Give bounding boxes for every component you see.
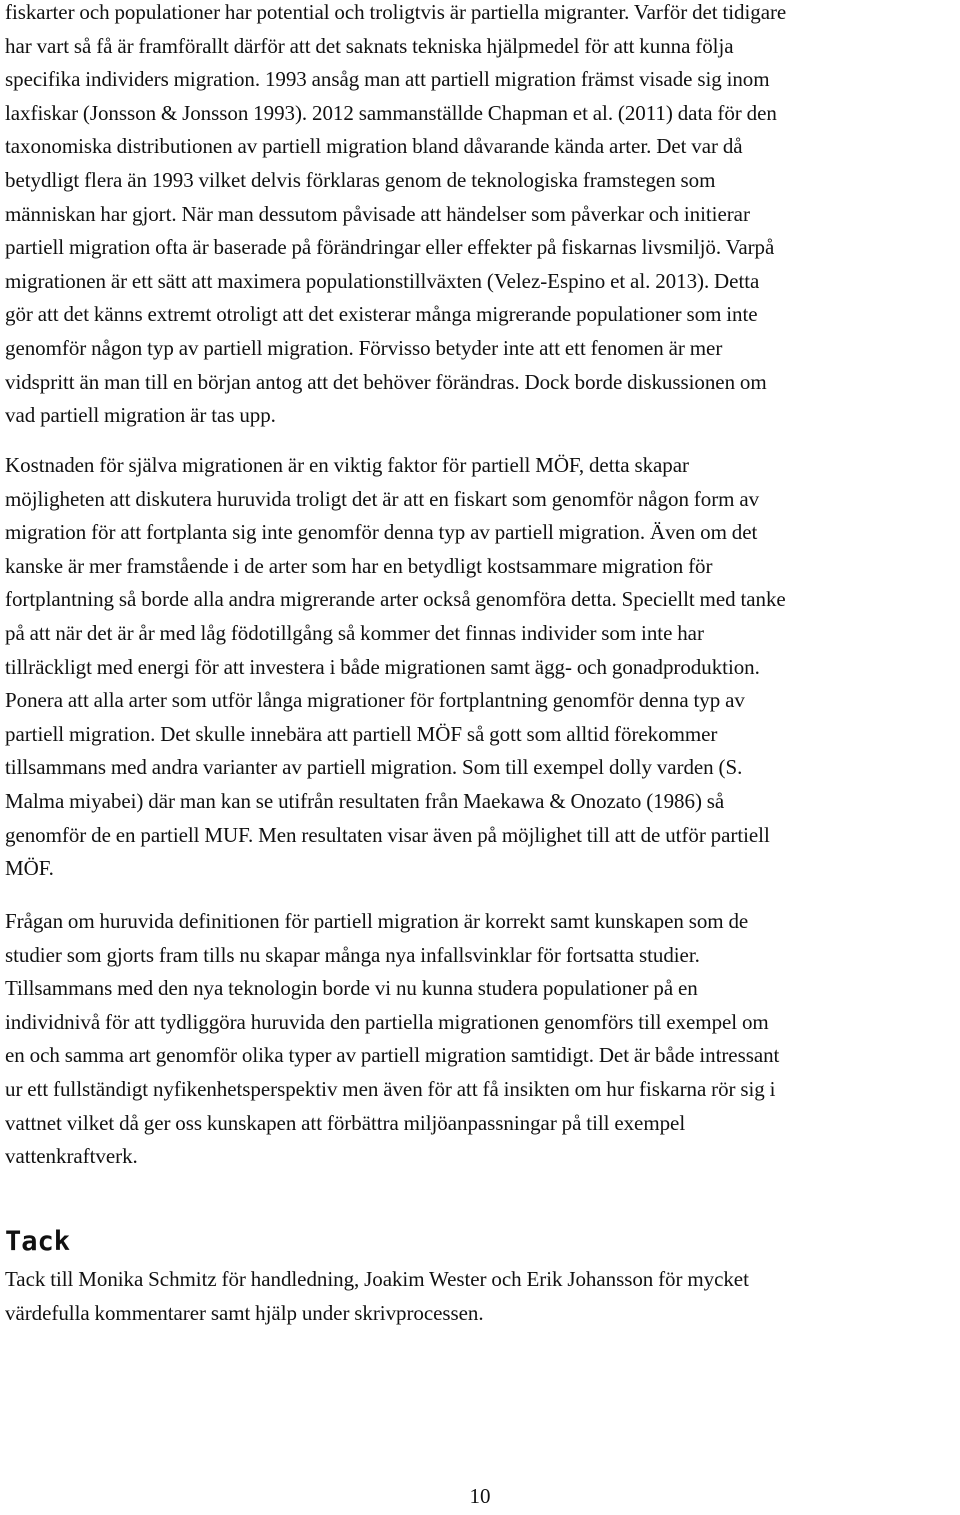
text-line: tillsammans med andra varianter av partiell migration. Som till exempel dolly varden (S. [5, 755, 743, 780]
text-line: migrationen är ett sätt att maximera populationstillväxten (Velez-Espino et al. 2013). Detta [5, 268, 760, 293]
section-heading-tack: Tack [5, 1226, 71, 1257]
text-line: ur ett fullständigt nyfikenhetsperspektiv men även för att få insikten om hur fiskarna rör sig i [5, 1076, 776, 1101]
text-line: gör att det känns extremt otroligt att det existerar många migrerande populationer som inte [5, 302, 758, 327]
text-line: partiell migration. Det skulle innebära att partiell MÖF så gott som alltid förekommer [5, 721, 718, 746]
text-line: en och samma art genomför olika typer av partiell migration samtidigt. Det är både intressant [5, 1043, 780, 1068]
text-line: studier som gjorts fram tills nu skapar många nya infallsvinklar för fortsatta studier. [5, 942, 700, 967]
text-line: Tack till Monika Schmitz för handledning, Joakim Wester och Erik Johansson för mycket [5, 1267, 749, 1291]
text-line: specifika individers migration. 1993 ansåg man att partiell migration främst visade sig inom [5, 67, 770, 92]
text-line: Ponera att alla arter som utför långa migrationer för fortplantning genomför denna typ av [5, 688, 745, 713]
text-line: Malma miyabei) där man kan se utifrån resultaten från Maekawa & Onozato (1986) så [5, 788, 725, 813]
text-line: vidspritt än man till en början antog att det behöver förändras. Dock borde diskussionen om [5, 369, 767, 394]
text-line: laxfiskar (Jonsson & Jonsson 1993). 2012 sammanställde Chapman et al. (2011) data för den [5, 100, 777, 125]
text-line: vad partiell migration är tas upp. [5, 403, 276, 428]
text-line: på att när det är år med låg födotillgång så kommer det finnas individer som inte har [5, 620, 704, 645]
text-line: kanske är mer framstående i de arter som har en betydligt kostsammare migration för [5, 553, 713, 578]
text-line: människan har gjort. När man dessutom påvisade att händelser som påverkar och initierar [5, 201, 750, 226]
paragraph-acknowledgements [5, 1263, 749, 1330]
text-line: vattenkraftverk. [5, 1144, 138, 1169]
text-line: möjligheten att diskutera huruvida troligt det är att en fiskart som genomför någon form av [5, 486, 760, 511]
text-line: Kostnaden för själva migrationen är en viktig faktor för partiell MÖF, detta skapar [5, 453, 689, 477]
text-line: fiskarter och populationer har potential och troligtvis är partiella migranter. Varför det tidigare [5, 0, 787, 24]
page-number: 10 [469, 1484, 491, 1508]
text-line: värdefulla kommentarer samt hjälp under skrivprocessen. [5, 1300, 484, 1325]
text-line: individnivå för att tydliggöra huruvida den partiella migrationen genomförs till exempel om [5, 1009, 769, 1034]
text-line: genomför de en partiell MUF. Men resultaten visar även på möjlighet till att de utför partiell [5, 822, 770, 847]
text-line: vattnet vilket då ger oss kunskapen att förbättra miljöanpassningar på till exempel [5, 1110, 686, 1135]
paragraph-future-studies [5, 905, 779, 1174]
paragraph-migration-cost [5, 449, 786, 886]
paragraph-partial-migration-history [5, 0, 786, 433]
text-line: genomför någon typ av partiell migration. Förvisso betyder inte att ett fenomen är mer [5, 335, 723, 360]
text-line: partiell migration ofta är baserade på förändringar eller effekter på fiskarnas livsmiljö. Varpå [5, 235, 775, 260]
text-line: har vart så få är framförallt därför att det saknats tekniska hjälpmedel för att kunna följa [5, 33, 734, 58]
text-line: taxonomiska distributionen av partiell migration bland dåvarande kända arter. Det var då [5, 134, 743, 159]
text-line: fortplantning så borde alla andra migrerande arter också genomföra detta. Speciellt med tanke [5, 587, 786, 612]
text-line: tillräckligt med energi för att investera i både migrationen samt ägg- och gonadproduktion. [5, 654, 760, 679]
text-line: MÖF. [5, 856, 54, 881]
document-page [5, 0, 953, 1515]
text-line: betydligt flera än 1993 vilket delvis förklaras genom de teknologiska framstegen som [5, 167, 716, 192]
text-line: Frågan om huruvida definitionen för partiell migration är korrekt samt kunskapen som de [5, 909, 749, 933]
text-line: Tillsammans med den nya teknologin borde vi nu kunna studera populationer på en [5, 976, 698, 1001]
text-line: migration för att fortplanta sig inte genomför denna typ av partiell migration. Även om det [5, 520, 758, 545]
